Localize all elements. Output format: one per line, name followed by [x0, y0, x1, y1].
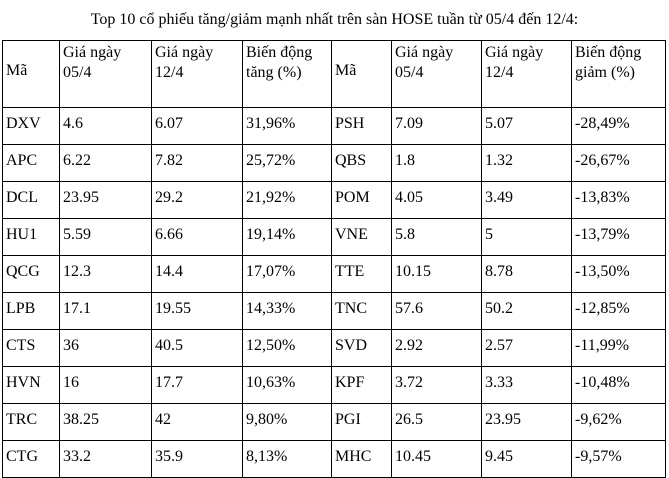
cell-loss-code: PGI: [332, 404, 392, 441]
cell-loss-price-end: 3.33: [482, 367, 572, 404]
cell-loss-price-end: 8.78: [482, 256, 572, 293]
cell-gain-change: 12,50%: [243, 330, 332, 367]
table-row: [3, 330, 666, 367]
cell-loss-price-end: 23.95: [482, 404, 572, 441]
cell-loss-price-start: 5.8: [392, 219, 482, 256]
table-row: [3, 367, 666, 404]
cell-gain-price-end: 17.7: [152, 367, 243, 404]
table-row: [3, 145, 666, 182]
cell-gain-change: 10,63%: [243, 367, 332, 404]
table-caption: Top 10 cổ phiếu tăng/giảm mạnh nhất trên sàn HOSE tuần từ 05/4 đến 12/4:: [90, 11, 579, 28]
cell-loss-price-start: 10.15: [392, 256, 482, 293]
cell-loss-change: -10,48%: [572, 367, 666, 404]
cell-loss-code: PSH: [332, 108, 392, 145]
cell-gain-price-end: 40.5: [152, 330, 243, 367]
cell-gain-code: HVN: [3, 367, 60, 404]
cell-gain-code: APC: [3, 145, 60, 182]
cell-loss-price-end: 5.07: [482, 108, 572, 145]
table-row: [3, 293, 666, 330]
cell-gain-price-end: 6.66: [152, 219, 243, 256]
cell-loss-change: -26,67%: [572, 145, 666, 182]
stock-movers-table: [2, 40, 666, 478]
header-loss-price-end: Giá ngày 12/4: [482, 41, 572, 108]
cell-gain-price-end: 35.9: [152, 441, 243, 478]
cell-gain-code: QCG: [3, 256, 60, 293]
cell-loss-price-end: 1.32: [482, 145, 572, 182]
cell-gain-price-start: 23.95: [60, 182, 152, 219]
cell-loss-code: TNC: [332, 293, 392, 330]
cell-gain-code: CTS: [3, 330, 60, 367]
header-gain-price-start: Giá ngày 05/4: [60, 41, 152, 108]
cell-loss-code: VNE: [332, 219, 392, 256]
cell-loss-price-start: 2.92: [392, 330, 482, 367]
header-loss-code: Mã: [332, 41, 392, 108]
cell-gain-price-end: 6.07: [152, 108, 243, 145]
table-row: [3, 108, 666, 145]
cell-gain-code: CTG: [3, 441, 60, 478]
cell-gain-code: DCL: [3, 182, 60, 219]
cell-loss-price-end: 2.57: [482, 330, 572, 367]
cell-loss-price-start: 7.09: [392, 108, 482, 145]
cell-loss-price-start: 1.8: [392, 145, 482, 182]
cell-loss-code: QBS: [332, 145, 392, 182]
cell-loss-change: -9,57%: [572, 441, 666, 478]
cell-loss-change: -13,50%: [572, 256, 666, 293]
cell-gain-price-start: 12.3: [60, 256, 152, 293]
cell-gain-price-start: 16: [60, 367, 152, 404]
header-gain-price-end: Giá ngày 12/4: [152, 41, 243, 108]
cell-loss-price-start: 10.45: [392, 441, 482, 478]
cell-loss-price-start: 57.6: [392, 293, 482, 330]
cell-loss-code: MHC: [332, 441, 392, 478]
cell-gain-price-start: 38.25: [60, 404, 152, 441]
table-row: [3, 404, 666, 441]
header-loss-price-start: Giá ngày 05/4: [392, 41, 482, 108]
cell-loss-price-end: 5: [482, 219, 572, 256]
header-gain-change: Biến động tăng (%): [243, 41, 332, 108]
cell-gain-price-end: 7.82: [152, 145, 243, 182]
cell-gain-code: LPB: [3, 293, 60, 330]
cell-loss-price-end: 50.2: [482, 293, 572, 330]
cell-loss-price-start: 4.05: [392, 182, 482, 219]
cell-gain-code: DXV: [3, 108, 60, 145]
header-gain-code: Mã: [3, 41, 60, 108]
cell-loss-price-end: 9.45: [482, 441, 572, 478]
table-row: [3, 256, 666, 293]
cell-loss-code: TTE: [332, 256, 392, 293]
cell-gain-price-start: 17.1: [60, 293, 152, 330]
cell-gain-code: TRC: [3, 404, 60, 441]
cell-loss-price-start: 26.5: [392, 404, 482, 441]
cell-gain-change: 9,80%: [243, 404, 332, 441]
cell-gain-change: 25,72%: [243, 145, 332, 182]
cell-loss-price-end: 3.49: [482, 182, 572, 219]
header-loss-change: Biến động giảm (%): [572, 41, 666, 108]
cell-gain-change: 14,33%: [243, 293, 332, 330]
cell-loss-change: -13,83%: [572, 182, 666, 219]
cell-gain-price-start: 6.22: [60, 145, 152, 182]
cell-gain-change: 19,14%: [243, 219, 332, 256]
cell-gain-change: 31,96%: [243, 108, 332, 145]
cell-gain-price-start: 33.2: [60, 441, 152, 478]
cell-gain-change: 21,92%: [243, 182, 332, 219]
header-row: [3, 41, 666, 108]
cell-loss-code: KPF: [332, 367, 392, 404]
cell-gain-price-start: 5.59: [60, 219, 152, 256]
cell-loss-code: SVD: [332, 330, 392, 367]
table-row: [3, 182, 666, 219]
table-row: [3, 219, 666, 256]
cell-gain-price-end: 29.2: [152, 182, 243, 219]
cell-gain-price-end: 14.4: [152, 256, 243, 293]
cell-gain-price-end: 42: [152, 404, 243, 441]
cell-loss-change: -11,99%: [572, 330, 666, 367]
cell-gain-change: 17,07%: [243, 256, 332, 293]
cell-loss-price-start: 3.72: [392, 367, 482, 404]
cell-gain-change: 8,13%: [243, 441, 332, 478]
cell-gain-price-end: 19.55: [152, 293, 243, 330]
cell-gain-price-start: 36: [60, 330, 152, 367]
cell-gain-price-start: 4.6: [60, 108, 152, 145]
cell-loss-change: -9,62%: [572, 404, 666, 441]
cell-loss-change: -13,79%: [572, 219, 666, 256]
cell-loss-change: -28,49%: [572, 108, 666, 145]
cell-loss-change: -12,85%: [572, 293, 666, 330]
cell-gain-code: HU1: [3, 219, 60, 256]
cell-loss-code: POM: [332, 182, 392, 219]
